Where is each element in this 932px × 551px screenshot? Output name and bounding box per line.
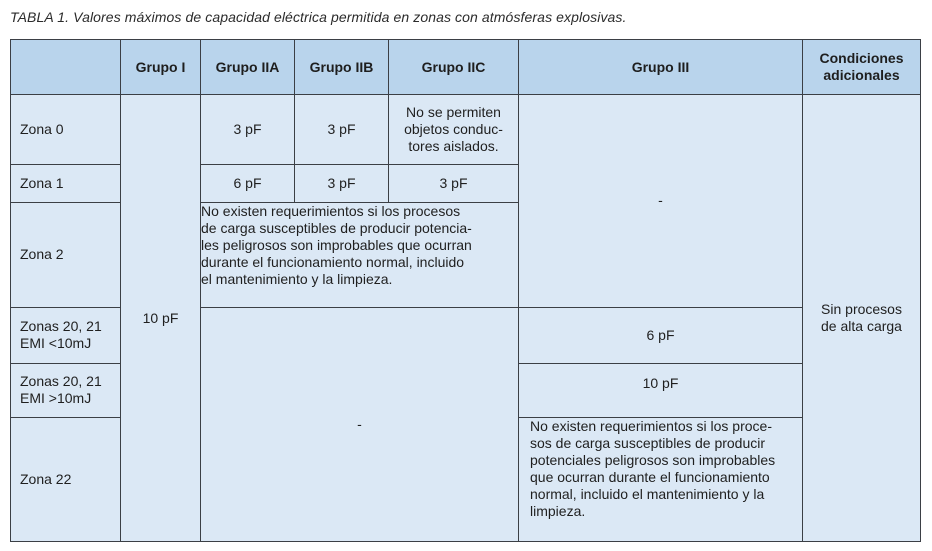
z22-note-line5: normal, incluido el mantenimiento y la xyxy=(530,485,765,502)
z0-iic-line1: No se permiten xyxy=(406,104,501,121)
z22-note-line6: limpieza. xyxy=(530,502,586,519)
header-row xyxy=(11,40,921,95)
z2-note-line2: de carga susceptibles de producir potencia- xyxy=(201,220,472,237)
z2-note-line5: el mantenimiento y la limpieza. xyxy=(201,271,393,288)
zone-22-label: Zona 22 xyxy=(11,417,121,541)
header-grupo-iic: Grupo IIC xyxy=(389,40,519,95)
zone-20-21-low-line1: Zonas 20, 21 xyxy=(20,318,102,335)
table-row xyxy=(11,95,921,165)
grupo-ii-z20-z22-value: - xyxy=(201,307,519,542)
z2-note-line4: durante el funcionamiento normal, incluido xyxy=(201,254,465,271)
header-condiciones-line2: adicionales xyxy=(823,67,900,84)
grupo-i-value: 10 pF xyxy=(121,95,201,542)
header-empty xyxy=(11,40,121,95)
zone-1-label: Zona 1 xyxy=(11,165,121,203)
header-grupo-i: Grupo I xyxy=(121,40,201,95)
zone-20-21-low-label xyxy=(11,307,121,363)
z1-iia-value: 6 pF xyxy=(201,165,295,203)
z2-note-line1: No existen requerimientos si los procesos xyxy=(201,203,461,220)
z0-iic-line2: objetos conduc- xyxy=(404,121,503,138)
z2-grupo-ii-note xyxy=(201,203,519,307)
zone-20-21-high-line1: Zonas 20, 21 xyxy=(20,373,102,390)
table-caption: TABLA 1. Valores máximos de capacidad eléctrica permitida en zonas con atmósferas explosivas. xyxy=(10,9,627,25)
z20-21-low-iii-value: 6 pF xyxy=(519,307,803,363)
z22-note-line3: potenciales peligrosos son improbables xyxy=(530,451,776,468)
header-grupo-iia: Grupo IIA xyxy=(201,40,295,95)
zone-20-21-low-line2: EMI <10mJ xyxy=(20,335,92,352)
z22-note-line1: No existen requerimientos si los proce- xyxy=(530,417,772,434)
condiciones-line2: de alta carga xyxy=(821,318,902,335)
z0-iic-line3: tores aislados. xyxy=(408,138,499,155)
header-grupo-iii: Grupo III xyxy=(519,40,803,95)
zone-20-21-high-label xyxy=(11,363,121,417)
condiciones-line1: Sin procesos xyxy=(821,301,902,318)
z1-iic-value: 3 pF xyxy=(389,165,519,203)
grupo-iii-z0-z2-value: - xyxy=(519,95,803,307)
header-grupo-iib: Grupo IIB xyxy=(295,40,389,95)
z0-iic-value xyxy=(389,95,519,165)
z22-note-line2: sos de carga susceptibles de producir xyxy=(530,434,766,451)
condiciones-value xyxy=(803,95,921,542)
z0-iia-value: 3 pF xyxy=(201,95,295,165)
z2-note-line3: les peligrosos son improbables que ocurran xyxy=(201,237,472,254)
header-condiciones-line1: Condiciones xyxy=(819,50,904,67)
header-condiciones xyxy=(803,40,921,95)
zone-0-label: Zona 0 xyxy=(11,95,121,165)
z1-iib-value: 3 pF xyxy=(295,165,389,203)
z0-iib-value: 3 pF xyxy=(295,95,389,165)
zone-20-21-high-line2: EMI >10mJ xyxy=(20,390,92,407)
z22-iii-note xyxy=(519,417,803,541)
z22-note-line4: que ocurran durante el funcionamiento xyxy=(530,468,770,485)
capacity-table xyxy=(10,39,921,542)
zone-2-label: Zona 2 xyxy=(11,203,121,307)
z20-21-high-iii-value: 10 pF xyxy=(519,363,803,417)
